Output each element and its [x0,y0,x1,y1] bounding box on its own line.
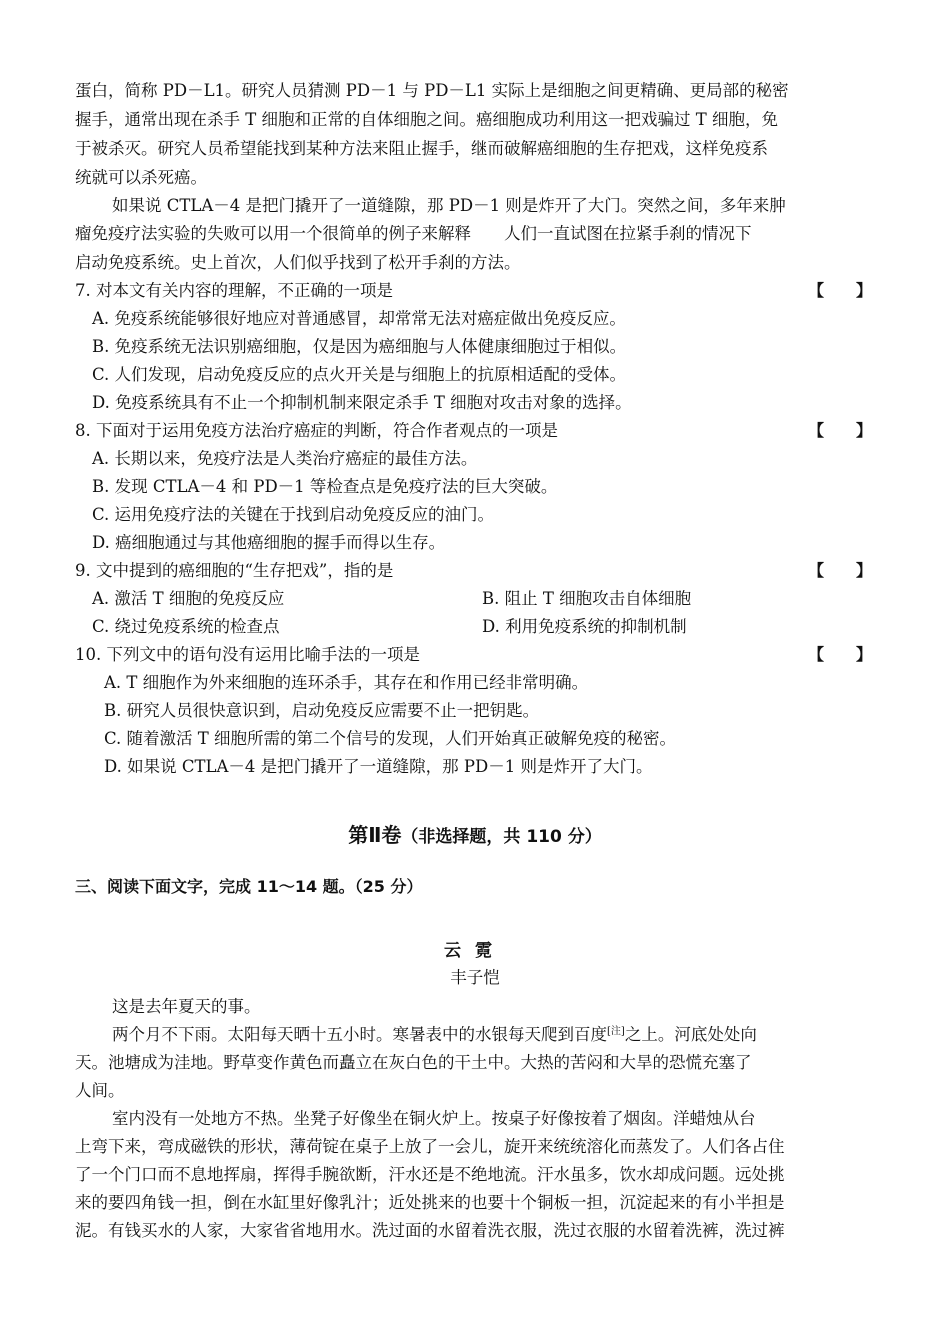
text-segment: 之上。河底处处向 [624,1025,757,1044]
option-7b: B. 免疫系统无法识别癌细胞，仅是因为癌细胞与人体健康细胞过于相似。 [92,337,627,356]
article-paragraph-line: 来的要四角钱一担，倒在水缸里好像乳汁；近处挑来的也要十个铜板一担，沉淀起来的有小半担是 [75,1193,785,1212]
option-8d: D. 癌细胞通过与其他癌细胞的握手而得以生存。 [92,533,446,552]
bracket-right: 】 [855,421,872,440]
question-10-stem: 10. 下列文中的语句没有运用比喻手法的一项是 [75,645,420,664]
option-10a: A. T 细胞作为外来细胞的连环杀手，其存在和作用已经非常明确。 [104,673,589,692]
question-9-stem: 9. 文中提到的癌细胞的“生存把戏”，指的是 [75,561,394,580]
section-2-label: 第Ⅱ卷 [348,823,402,847]
option-9a: A. 激活 T 细胞的免疫反应 [92,589,285,608]
option-7c: C. 人们发现，启动免疫反应的点火开关是与细胞上的抗原相适配的受体。 [92,365,627,384]
bracket-right: 】 [855,281,872,300]
section-2-title [0,822,950,850]
answer-bracket-10[interactable] [808,645,872,665]
article-paragraph-line: 天。池塘成为洼地。野草变作黄色而矗立在灰白色的干土中。大热的苦闷和大旱的恐慌充塞了 [75,1053,752,1072]
article-paragraph-line [112,1025,875,1045]
bracket-left: 【 [808,421,825,440]
question-7-stem: 7. 对本文有关内容的理解，不正确的一项是 [75,281,393,300]
article-paragraph: 这是去年夏天的事。 [112,997,261,1016]
passage-line: 瘤免疫疗法实验的失败可以用一个很简单的例子来解释 人们一直试图在拉紧手刹的情况下 [75,224,752,243]
part-3-heading: 三、阅读下面文字，完成 11～14 题。（25 分） [75,877,423,896]
option-8a: A. 长期以来，免疫疗法是人类治疗癌症的最佳方法。 [92,449,478,468]
passage-line: 握手，通常出现在杀手 T 细胞和正常的自体细胞之间。癌细胞成功利用这一把戏骗过 T 细胞，免 [75,110,778,129]
option-7d: D. 免疫系统具有不止一个抑制机制来限定杀手 T 细胞对攻击对象的选择。 [92,393,632,412]
option-10c: C. 随着激活 T 细胞所需的第二个信号的发现，人们开始真正破解免疫的秘密。 [104,729,677,748]
passage-line: 蛋白，简称 PD－L1。研究人员猜测 PD－1 与 PD－L1 实际上是细胞之间更精确、更局部的秘密 [75,81,789,100]
option-9c: C. 绕过免疫系统的检查点 [92,617,280,636]
answer-bracket-8[interactable] [808,421,872,441]
article-paragraph-line: 泥。有钱买水的人家，大家省省地用水。洗过面的水留着洗衣服，洗过衣服的水留着洗裤，洗过裤 [75,1221,785,1240]
passage-line: 统就可以杀死癌。 [75,168,207,187]
option-9d: D. 利用免疫系统的抑制机制 [482,617,687,636]
footnote-marker[interactable]: [注] [607,1026,625,1037]
article-author: 丰子恺 [450,968,500,987]
answer-bracket-7[interactable] [808,281,872,301]
option-9b: B. 阻止 T 细胞攻击自体细胞 [482,589,692,608]
option-8c: C. 运用免疫疗法的关键在于找到启动免疫反应的油门。 [92,505,495,524]
bracket-left: 【 [808,281,825,300]
passage-line: 启动免疫系统。史上首次，人们似乎找到了松开手刹的方法。 [75,253,521,272]
article-paragraph-line: 了一个门口而不息地挥扇，挥得手腕欲断，汗水还是不绝地流。汗水虽多，饮水却成问题。远处挑 [75,1165,785,1184]
bracket-left: 【 [808,561,825,580]
article-paragraph-line: 人间。 [75,1081,125,1100]
bracket-right: 】 [855,561,872,580]
question-8-stem: 8. 下面对于运用免疫方法治疗癌症的判断，符合作者观点的一项是 [75,421,558,440]
section-2-subtitle: （非选择题，共 110 分） [401,827,602,847]
bracket-right: 】 [855,645,872,664]
passage-line: 如果说 CTLA－4 是把门撬开了一道缝隙，那 PD－1 则是炸开了大门。突然之间，多年来肿 [112,196,786,215]
option-8b: B. 发现 CTLA－4 和 PD－1 等检查点是免疫疗法的巨大突破。 [92,477,558,496]
option-7a: A. 免疫系统能够很好地应对普通感冒，却常常无法对癌症做出免疫反应。 [92,309,626,328]
answer-bracket-9[interactable] [808,561,872,581]
option-10b: B. 研究人员很快意识到，启动免疫反应需要不止一把钥匙。 [104,701,540,720]
bracket-left: 【 [808,645,825,664]
article-title: 云霓 [444,941,506,961]
text-segment: 两个月不下雨。太阳每天晒十五小时。寒暑表中的水银每天爬到百度 [112,1025,607,1044]
article-paragraph-line: 上弯下来，弯成磁铁的形状，薄荷锭在桌子上放了一会儿，旋开来统统溶化而蒸发了。人们各占住 [75,1137,785,1156]
option-10d: D. 如果说 CTLA－4 是把门撬开了一道缝隙，那 PD－1 则是炸开了大门。 [104,757,653,776]
passage-line: 于被杀灭。研究人员希望能找到某种方法来阻止握手，继而破解癌细胞的生存把戏，这样免疫系 [75,139,768,158]
article-paragraph-line: 室内没有一处地方不热。坐凳子好像坐在铜火炉上。按桌子好像按着了烟囱。洋蜡烛从台 [112,1109,756,1128]
